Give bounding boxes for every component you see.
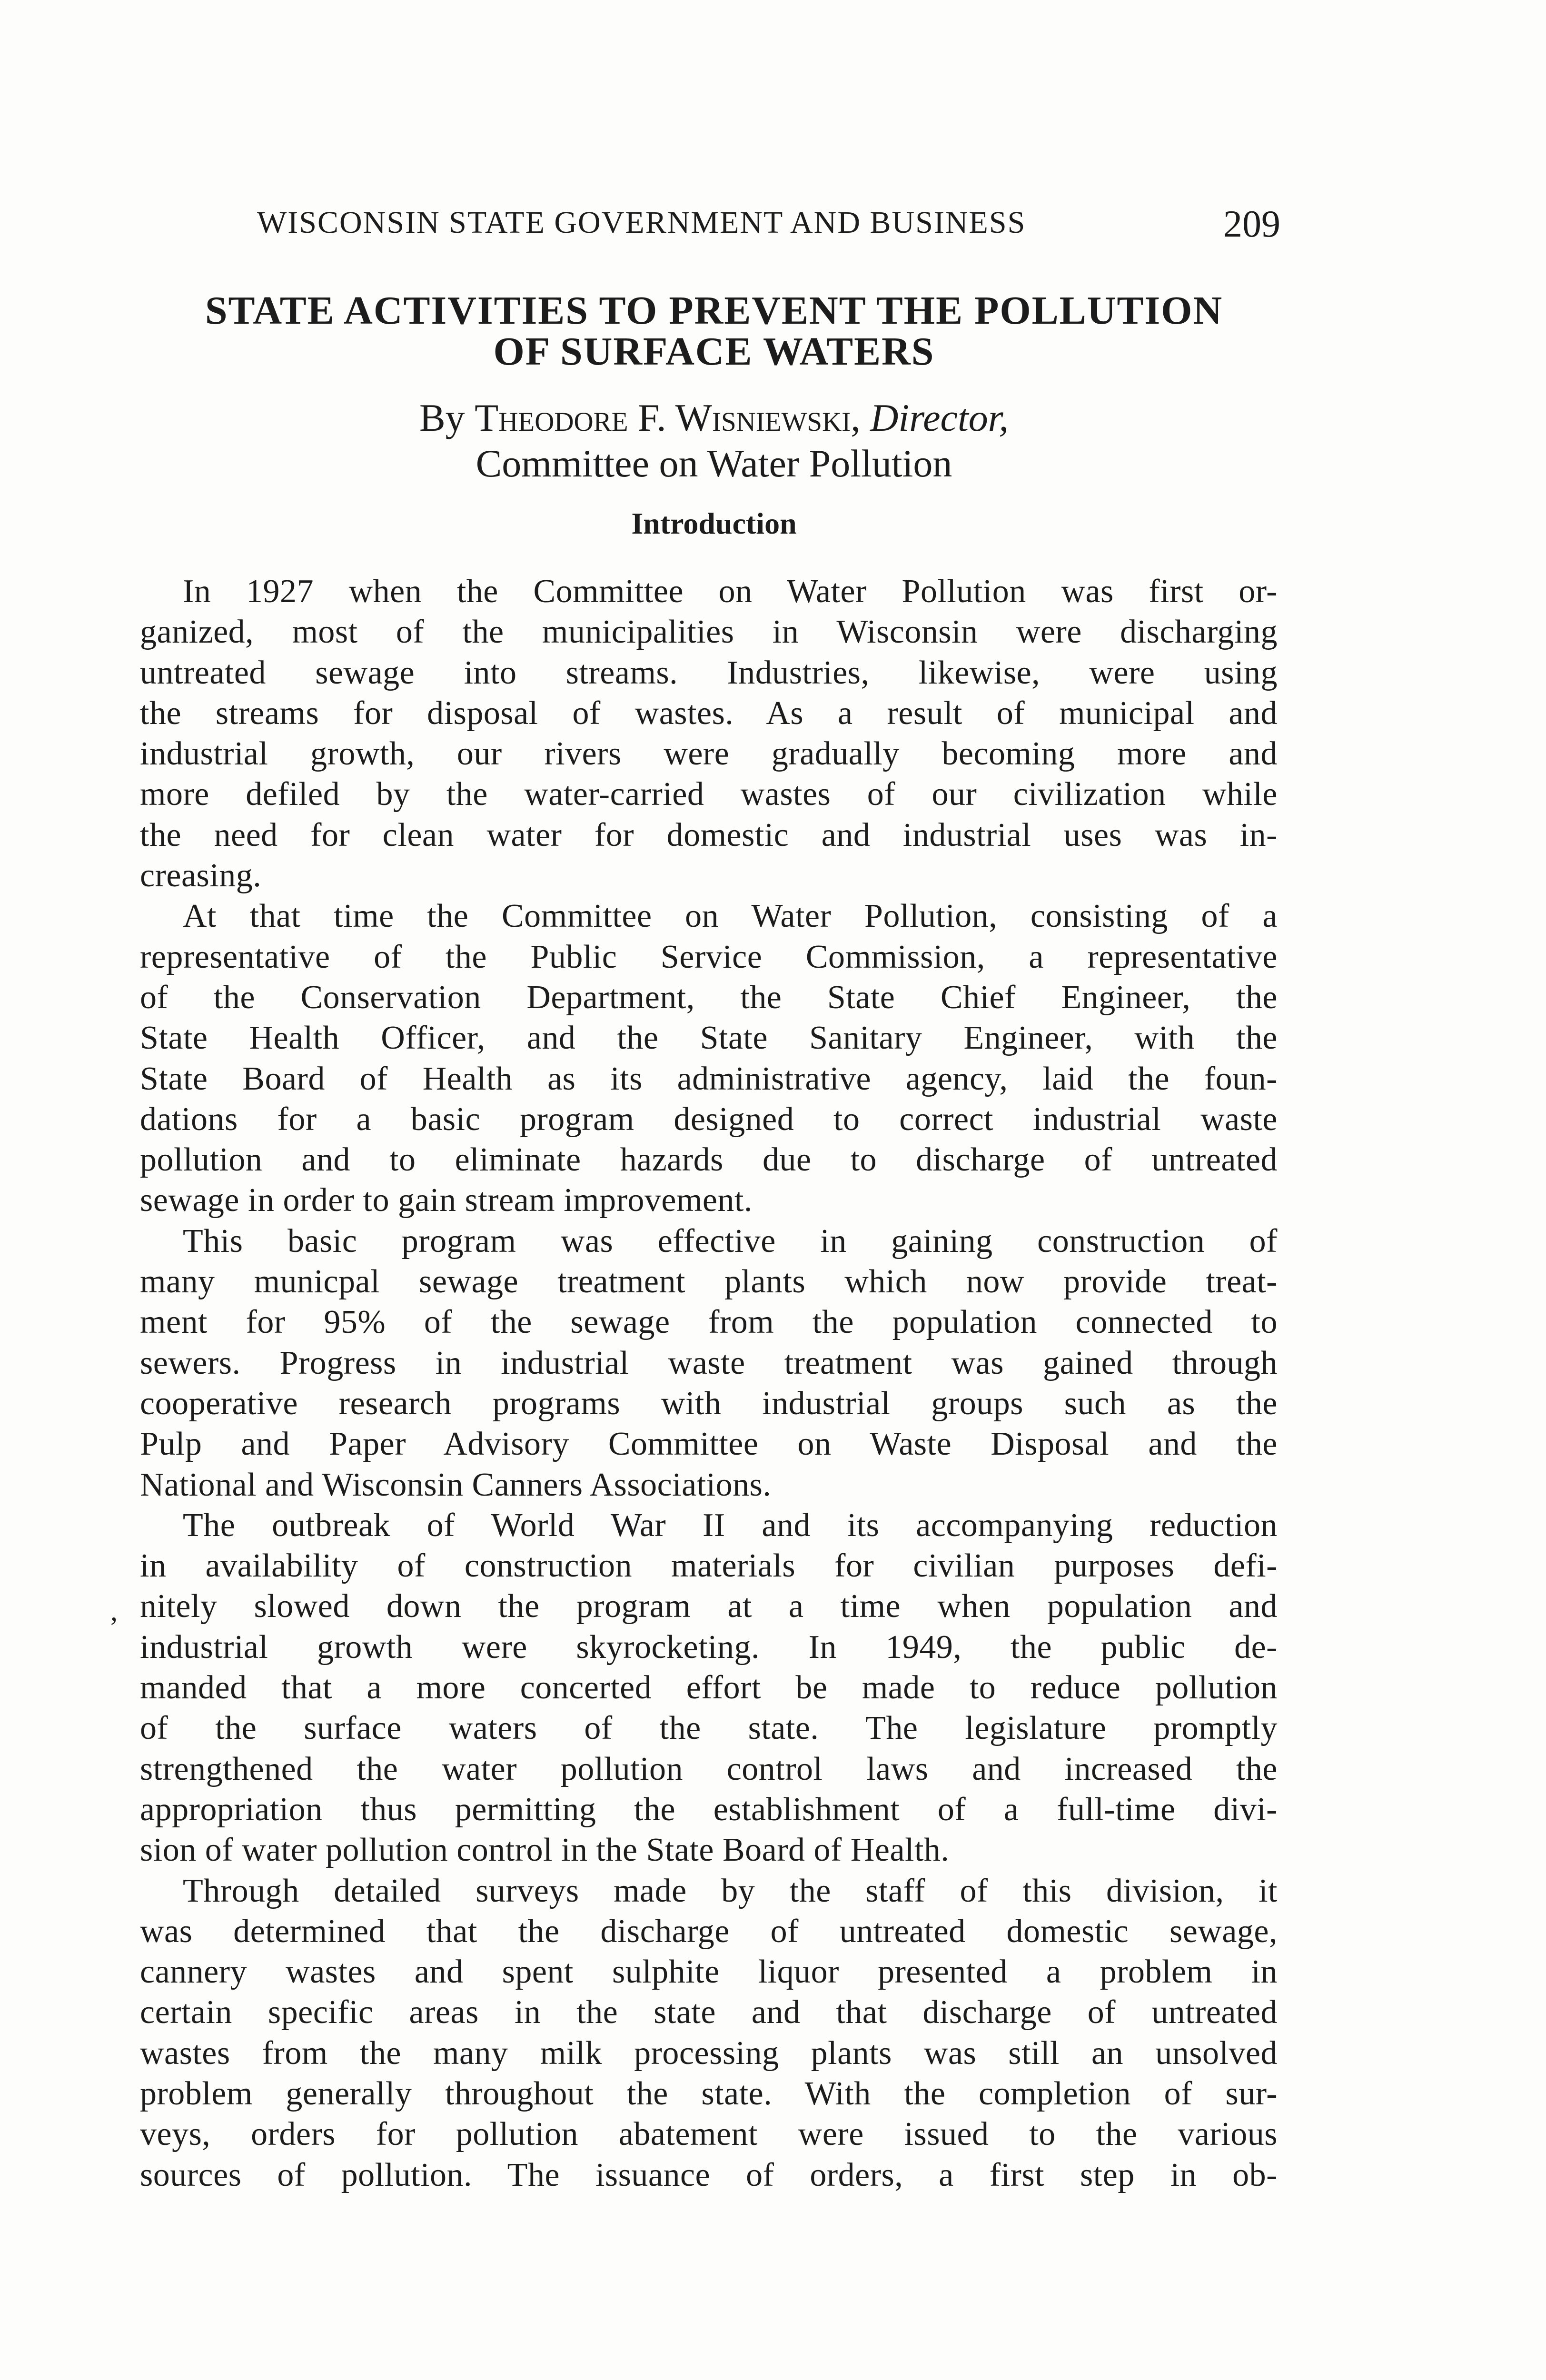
text-line: State Health Officer, and the State Sanitary Engineer, with the: [140, 1020, 1278, 1057]
title-line-2: OF SURFACE WATERS: [493, 329, 935, 374]
page-number: 209: [1223, 203, 1280, 245]
text-line: sources of pollution. The issuance of orders, a first step in ob-: [140, 2156, 1278, 2193]
text-line: ganized, most of the municipalities in Wisconsin were discharging: [140, 614, 1278, 651]
text-line: strengthened the water pollution control laws and increased the: [140, 1750, 1278, 1787]
text-line: National and Wisconsin Canners Associations.: [140, 1466, 772, 1503]
author-name: Theodore F. Wisniewski,: [475, 396, 861, 439]
text-line: more defiled by the water-carried wastes of our civilization while: [140, 776, 1278, 813]
text-line: wastes from the many milk processing plants was still an unsolved: [140, 2034, 1278, 2072]
text-line: This basic program was effective in gaining construction of: [183, 1222, 1278, 1259]
text-line: pollution and to eliminate hazards due to discharge of untreated: [140, 1141, 1278, 1179]
text-line: The outbreak of World War II and its accompanying reduction: [183, 1507, 1278, 1544]
author-role: Director,: [870, 396, 1009, 439]
text-line: sion of water pollution control in the State Board of Health.: [140, 1832, 950, 1869]
title-line-1: STATE ACTIVITIES TO PREVENT THE POLLUTION: [205, 288, 1223, 333]
text-line: the streams for disposal of wastes. As a result of municipal and: [140, 694, 1278, 732]
text-line: problem generally throughout the state. With the completion of sur-: [140, 2075, 1278, 2112]
body-text: [140, 571, 1278, 2195]
article-title: [143, 290, 1285, 372]
text-line: State Board of Health as its administrative agency, laid the foun-: [140, 1060, 1278, 1097]
author-affiliation: Committee on Water Pollution: [476, 442, 952, 485]
paragraph: [140, 896, 1278, 1220]
text-line: was determined that the discharge of untreated domestic sewage,: [140, 1913, 1278, 1950]
section-heading: Introduction: [631, 506, 797, 540]
paragraph: [140, 1871, 1278, 2195]
text-line: dations for a basic program designed to correct industrial waste: [140, 1101, 1278, 1138]
text-line: representative of the Public Service Commission, a representative: [140, 938, 1278, 975]
text-line: the need for clean water for domestic and industrial uses was in-: [140, 816, 1278, 853]
text-line: untreated sewage into streams. Industries, likewise, were using: [140, 654, 1278, 691]
byline-author-line: [143, 395, 1285, 441]
text-line: certain specific areas in the state and that discharge of untreated: [140, 1994, 1278, 2031]
text-line: cannery wastes and spent sulphite liquor presented a problem in: [140, 1954, 1278, 1991]
text-line: In 1927 when the Committee on Water Pollution was first or-: [183, 573, 1278, 610]
text-line: veys, orders for pollution abatement were issued to the various: [140, 2116, 1278, 2153]
running-head: WISCONSIN STATE GOVERNMENT AND BUSINESS: [257, 205, 1026, 240]
text-line: Through detailed surveys made by the staff of this division, it: [183, 1872, 1278, 1909]
text-line: sewers. Progress in industrial waste treatment was gained through: [140, 1344, 1278, 1381]
text-line: cooperative research programs with industrial groups such as the: [140, 1385, 1278, 1422]
byline-by: By: [419, 396, 465, 439]
byline: [143, 395, 1285, 486]
text-line: industrial growth, our rivers were gradually becoming more and: [140, 735, 1278, 773]
text-line: many municpal sewage treatment plants which now provide treat-: [140, 1263, 1278, 1300]
paragraph: [140, 1221, 1278, 1505]
text-line: of the surface waters of the state. The legislature promptly: [140, 1710, 1278, 1747]
paragraph: [140, 571, 1278, 896]
text-line: At that time the Committee on Water Pollution, consisting of a: [183, 898, 1278, 935]
text-line: Pulp and Paper Advisory Committee on Waste Disposal and the: [140, 1426, 1278, 1463]
paragraph: [140, 1505, 1278, 1871]
text-line: ment for 95% of the sewage from the population connected to: [140, 1304, 1278, 1341]
text-line: of the Conservation Department, the State Chief Engineer, the: [140, 979, 1278, 1016]
text-line: in availability of construction materials for civilian purposes defi-: [140, 1547, 1278, 1585]
text-line: creasing.: [140, 857, 262, 894]
text-line: sewage in order to gain stream improvement.: [140, 1182, 753, 1219]
text-line: nitely slowed down the program at a time when population and: [140, 1588, 1278, 1625]
text-line: appropriation thus permitting the establishment of a full-time divi-: [140, 1791, 1278, 1828]
text-line: manded that a more concerted effort be made to reduce pollution: [140, 1669, 1278, 1706]
text-line: industrial growth were skyrocketing. In 1949, the public de-: [140, 1628, 1278, 1666]
stray-margin-mark: ,: [110, 1595, 118, 1626]
